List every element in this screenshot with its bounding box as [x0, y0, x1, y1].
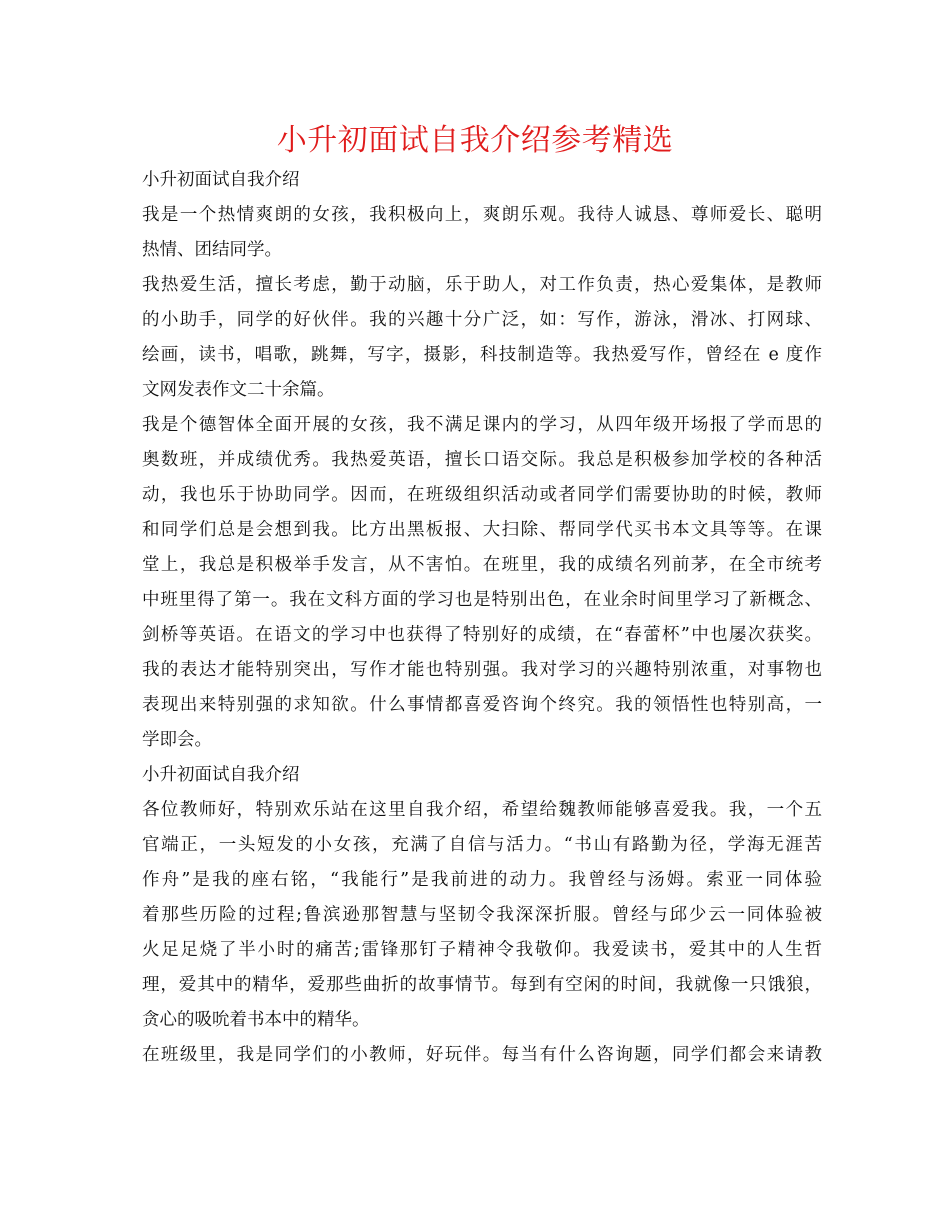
text-line: 各位教师好，特别欢乐站在这里自我介绍，希望给魏教师能够喜爱我。我，一个五: [142, 800, 822, 820]
text-line: 堂上，我总是积极举手发言，从不害怕。在班里，我的成绩名列前茅，在全市统考: [142, 555, 822, 575]
text-line: 官端正，一头短发的小女孩，充满了自信与活力。“书山有路勤为径，学海无涯苦: [142, 835, 822, 855]
document-body: [142, 163, 822, 1073]
text-line: 贪心的吸吮着书本中的精华。: [142, 1010, 370, 1030]
text-line: 我是个德智体全面开展的女孩，我不满足课内的学习，从四年级开场报了学而思的: [142, 415, 822, 435]
text-line: 学即会。: [142, 730, 212, 750]
text-line: 奥数班，并成绩优秀。我热爱英语，擅长口语交际。我总是积极参加学校的各种活: [142, 450, 822, 470]
text-line: 在班级里，我是同学们的小教师，好玩伴。每当有什么咨询题，同学们都会来请教: [142, 1045, 822, 1065]
text-line: 的小助手，同学的好伙伴。我的兴趣十分广泛，如：写作，游泳，滑冰、打网球、: [142, 310, 822, 330]
document-title: 小升初面试自我介绍参考精选: [276, 123, 674, 158]
text-line: 文网发表作文二十余篇。: [142, 380, 335, 400]
text-line: 作舟”是我的座右铭，“我能行”是我前进的动力。我曾经与汤姆。索亚一同体验: [142, 870, 822, 890]
text-line: 绘画，读书，唱歌，跳舞，写字，摄影，科技制造等。我热爱写作，曾经在 e 度作: [142, 345, 822, 365]
text-line: 表现出来特别强的求知欲。什么事情都喜爱咨询个终究。我的领悟性也特别高，一: [142, 695, 822, 715]
text-line: 剑桥等英语。在语文的学习中也获得了特别好的成绩，在“春蕾杯”中也屡次获奖。: [142, 625, 822, 645]
text-line: 理，爱其中的精华，爱那些曲折的故事情节。每到有空闲的时间，我就像一只饿狼，: [142, 975, 822, 995]
text-line: 我是一个热情爽朗的女孩，我积极向上，爽朗乐观。我待人诚恳、尊师爱长、聪明: [142, 205, 822, 225]
text-line: 中班里得了第一。我在文科方面的学习也是特别出色，在业余时间里学习了新概念、: [142, 590, 822, 610]
text-line: 和同学们总是会想到我。比方出黑板报、大扫除、帮同学代买书本文具等等。在课: [142, 520, 822, 540]
text-line: 我热爱生活，擅长考虑，勤于动脑，乐于助人，对工作负责，热心爱集体，是教师: [142, 275, 822, 295]
text-line: 火足足烧了半小时的痛苦;雷锋那钉子精神令我敬仰。我爱读书，爱其中的人生哲: [142, 940, 822, 960]
text-line: 我的表达才能特别突出，写作才能也特别强。我对学习的兴趣特别浓重，对事物也: [142, 660, 822, 680]
text-line: 小升初面试自我介绍: [142, 170, 300, 190]
text-line: 热情、团结同学。: [142, 240, 282, 260]
text-line: 着那些历险的过程;鲁滨逊那智慧与坚韧令我深深折服。曾经与邱少云一同体验被: [142, 905, 822, 925]
text-line: 小升初面试自我介绍: [142, 765, 300, 785]
text-line: 动，我也乐于协助同学。因而，在班级组织活动或者同学们需要协助的时候，教师: [142, 485, 822, 505]
